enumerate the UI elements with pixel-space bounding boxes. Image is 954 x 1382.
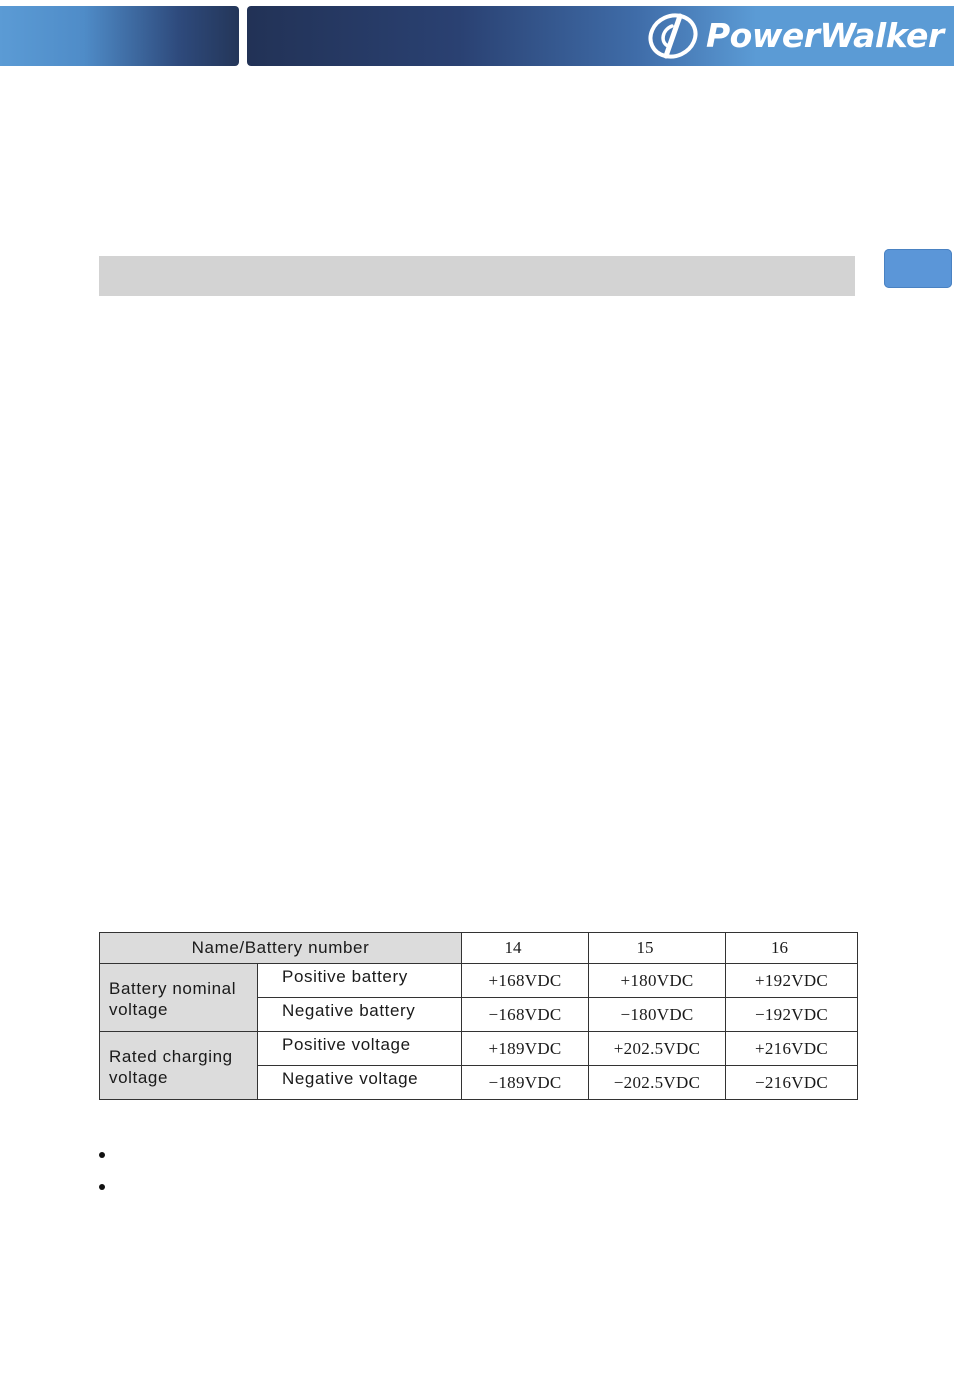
side-language-tab[interactable] (884, 249, 952, 288)
table-cell: −168VDC (462, 998, 589, 1032)
column-header-16: 16 (726, 933, 858, 964)
row-label: Positive battery (258, 964, 462, 998)
bullet-point (99, 1152, 105, 1158)
table-cell: +168VDC (462, 964, 589, 998)
group-label-charging-voltage: Rated charging voltage (100, 1032, 258, 1100)
table-cell: −216VDC (726, 1066, 858, 1100)
table-row (100, 964, 858, 998)
header-band-left (0, 6, 239, 66)
table-row (100, 1032, 858, 1066)
table-cell: +192VDC (726, 964, 858, 998)
table-cell: +216VDC (726, 1032, 858, 1066)
table-cell: −202.5VDC (589, 1066, 726, 1100)
column-header-14: 14 (462, 933, 589, 964)
powerwalker-logo-icon (646, 10, 702, 62)
table-cell: +202.5VDC (589, 1032, 726, 1066)
bullet-point (99, 1184, 105, 1190)
column-header-15: 15 (589, 933, 726, 964)
table-cell: −192VDC (726, 998, 858, 1032)
row-label: Positive voltage (258, 1032, 462, 1066)
table-header-label: Name/Battery number (100, 933, 462, 964)
table-cell: +180VDC (589, 964, 726, 998)
group-label-nominal-voltage: Battery nominal voltage (100, 964, 258, 1032)
battery-voltage-table (99, 932, 858, 1100)
table-cell: −180VDC (589, 998, 726, 1032)
section-heading-bar (99, 256, 855, 296)
brand-logo (646, 10, 944, 62)
row-label: Negative battery (258, 998, 462, 1032)
row-label: Negative voltage (258, 1066, 462, 1100)
brand-name: PowerWalker (706, 16, 944, 55)
table-cell: +189VDC (462, 1032, 589, 1066)
table-cell: −189VDC (462, 1066, 589, 1100)
table-header-row (100, 933, 858, 964)
